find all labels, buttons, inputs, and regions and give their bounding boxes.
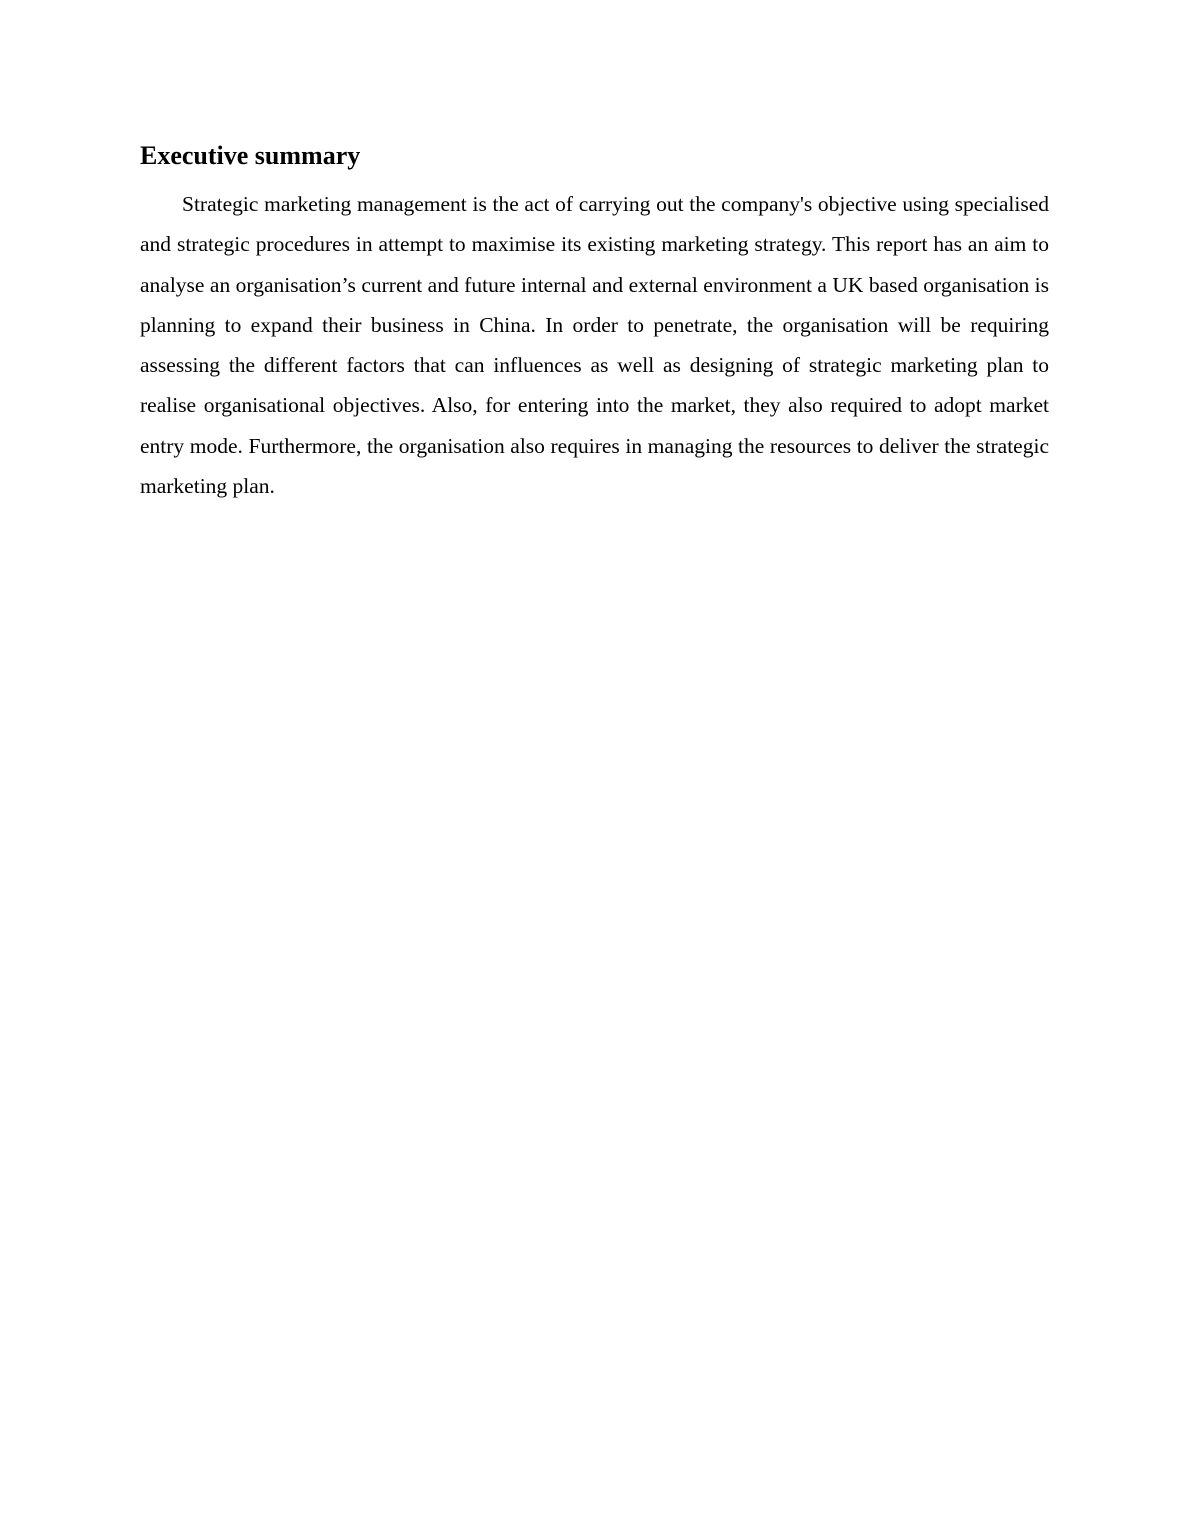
body-paragraph: Strategic marketing management is the act of carrying out the company's objective using specialised and strategic procedures in attempt to maximise its existing marketing strategy. This report has an aim to analyse an organisation’s current and future internal and external environment a UK based organisation is planning to expand their business in China. In order to penetrate, the organisation will be requiring assessing the different factors that can influences as well as designing of strategic marketing plan to realise organisational objectives. Also, for entering into the market, they also required to adopt market entry mode. Furthermore, the organisation also requires in managing the resources to deliver the strategic marketing plan. <box>140 192 1049 499</box>
section-heading: Executive summary <box>140 141 361 170</box>
page-content <box>140 140 1049 506</box>
